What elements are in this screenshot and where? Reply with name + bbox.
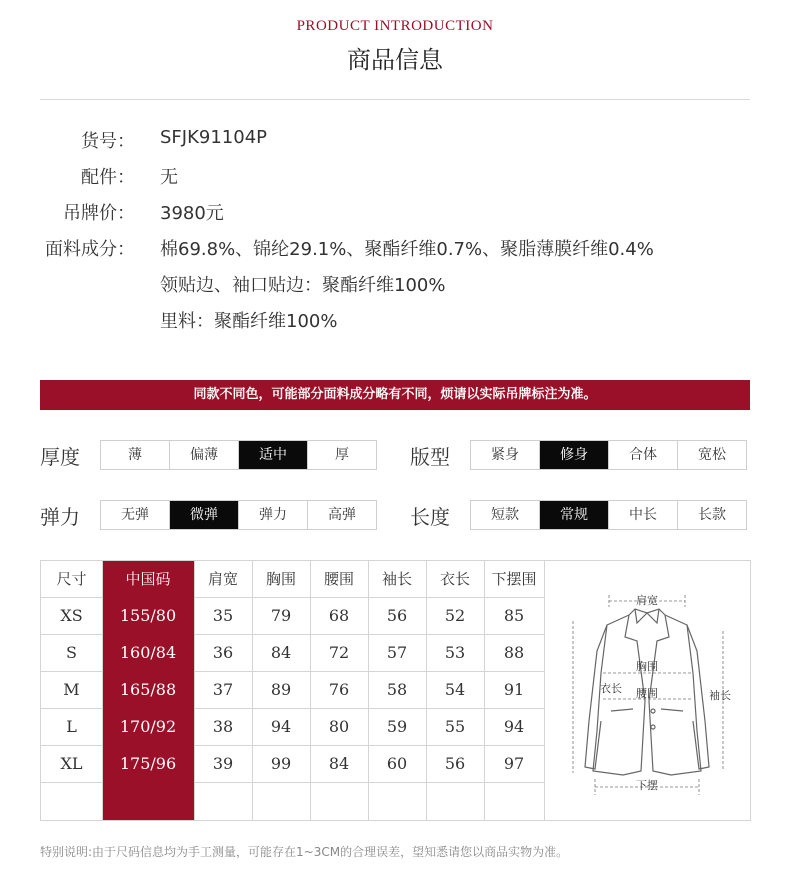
header-size: 尺寸 xyxy=(56,570,87,588)
accessory-value: 无 xyxy=(160,167,178,188)
table-cell-size: XL xyxy=(60,754,83,773)
table-cell-size: M xyxy=(63,680,80,699)
length-option[interactable]: 中长 xyxy=(608,501,677,529)
table-cell-shoulder: 38 xyxy=(212,717,234,736)
footnote: 特别说明:由于尺码信息均为手工测量，可能存在1~3CM的合理误差，望知悉请您以商品实物为准。 xyxy=(40,845,569,859)
elasticity-label: 弹力 xyxy=(40,505,80,529)
header-china-size: 中国码 xyxy=(125,570,171,588)
item-no-label: 货号： xyxy=(81,131,135,152)
table-cell-sleeve: 58 xyxy=(386,680,408,699)
diagram-label-chest: 胸围 xyxy=(636,660,658,673)
size-table xyxy=(40,560,751,821)
elasticity-scale xyxy=(100,500,377,530)
table-cell-size: L xyxy=(66,717,77,736)
diagram-label-sleeve: 袖长 xyxy=(709,689,731,702)
table-cell-hem: 97 xyxy=(503,754,525,773)
header-waist: 腰围 xyxy=(323,570,354,588)
thickness-option[interactable]: 适中 xyxy=(238,441,307,469)
table-cell-size: S xyxy=(66,643,77,662)
thickness-option[interactable]: 薄 xyxy=(128,447,142,463)
length-label: 长度 xyxy=(410,505,450,529)
table-cell-length: 53 xyxy=(444,643,466,662)
page-title: 商品信息 xyxy=(347,46,443,74)
table-cell-waist: 72 xyxy=(328,643,350,662)
header-shoulder: 肩宽 xyxy=(207,570,238,588)
elasticity-option[interactable]: 无弹 xyxy=(121,507,149,523)
length-option[interactable]: 短款 xyxy=(491,507,519,523)
table-cell-sleeve: 60 xyxy=(386,754,408,773)
table-cell-sleeve: 59 xyxy=(386,717,408,736)
title-en: PRODUCT INTRODUCTION xyxy=(296,18,494,34)
fit-option[interactable]: 紧身 xyxy=(491,447,519,463)
diagram-label-length: 衣长 xyxy=(600,682,622,695)
table-cell-waist: 68 xyxy=(328,606,350,625)
thickness-scale xyxy=(100,440,377,470)
thickness-label: 厚度 xyxy=(40,445,80,469)
table-cell-chest: 79 xyxy=(270,606,292,625)
fabric-line-3: 里料：聚酯纤维100% xyxy=(160,311,338,332)
header-length: 衣长 xyxy=(439,570,470,588)
price-value: 3980元 xyxy=(160,203,224,224)
table-cell-hem: 88 xyxy=(503,643,525,662)
table-cell-china-size: 170/92 xyxy=(119,717,177,736)
table-cell-shoulder: 39 xyxy=(212,754,234,773)
table-cell-length: 56 xyxy=(444,754,466,773)
length-scale xyxy=(470,500,747,530)
fit-label: 版型 xyxy=(410,445,450,469)
jacket-diagram xyxy=(545,561,750,820)
diagram-label-hem: 下摆 xyxy=(636,779,658,792)
table-cell-shoulder: 36 xyxy=(212,643,234,662)
header-chest: 胸围 xyxy=(265,570,296,588)
fit-option[interactable]: 宽松 xyxy=(677,441,746,469)
fit-option[interactable]: 修身 xyxy=(539,441,608,469)
price-label: 吊牌价： xyxy=(63,203,135,224)
length-option[interactable]: 常规 xyxy=(539,501,608,529)
table-cell-length: 52 xyxy=(444,606,466,625)
table-cell-hem: 94 xyxy=(503,717,525,736)
header-hem: 下摆围 xyxy=(491,570,537,588)
table-cell-waist: 84 xyxy=(328,754,350,773)
fit-option[interactable]: 合体 xyxy=(608,441,677,469)
table-cell-china-size: 165/88 xyxy=(119,680,177,699)
table-cell-chest: 89 xyxy=(270,680,292,699)
elasticity-option[interactable]: 弹力 xyxy=(238,501,307,529)
notice-banner: 同款不同色，可能部分面料成分略有不同，烦请以实际吊牌标注为准。 xyxy=(40,380,750,410)
table-cell-hem: 91 xyxy=(503,680,525,699)
fabric-line-1: 棉69.8%、锦纶29.1%、聚酯纤维0.7%、聚脂薄膜纤维0.4% xyxy=(160,239,654,260)
table-cell-china-size: 155/80 xyxy=(119,606,177,625)
diagram-label-shoulder: 肩宽 xyxy=(636,594,658,607)
thickness-option[interactable]: 厚 xyxy=(307,441,376,469)
table-cell-hem: 85 xyxy=(503,606,525,625)
table-cell-chest: 99 xyxy=(270,754,292,773)
header-divider xyxy=(40,99,750,100)
table-cell-length: 54 xyxy=(444,680,466,699)
table-cell-sleeve: 56 xyxy=(386,606,408,625)
table-cell-sleeve: 57 xyxy=(386,643,408,662)
table-cell-shoulder: 37 xyxy=(212,680,234,699)
table-cell-shoulder: 35 xyxy=(212,606,234,625)
table-cell-size: XS xyxy=(60,606,83,625)
table-cell-length: 55 xyxy=(444,717,466,736)
length-option[interactable]: 长款 xyxy=(677,501,746,529)
header-sleeve: 袖长 xyxy=(381,570,412,588)
fabric-line-2: 领贴边、袖口贴边：聚酯纤维100% xyxy=(160,275,446,296)
table-cell-china-size: 160/84 xyxy=(119,643,177,662)
table-cell-china-size: 175/96 xyxy=(119,754,177,773)
accessory-label: 配件： xyxy=(81,167,135,188)
elasticity-option[interactable]: 微弹 xyxy=(169,501,238,529)
fit-scale xyxy=(470,440,747,470)
table-cell-waist: 76 xyxy=(328,680,350,699)
item-no-value: SFJK91104P xyxy=(160,127,268,148)
thickness-option[interactable]: 偏薄 xyxy=(169,441,238,469)
diagram-label-waist: 腰围 xyxy=(636,687,658,700)
table-cell-chest: 84 xyxy=(270,643,292,662)
fabric-label: 面料成分： xyxy=(45,239,135,260)
elasticity-option[interactable]: 高弹 xyxy=(307,501,376,529)
table-cell-waist: 80 xyxy=(328,717,350,736)
table-cell-chest: 94 xyxy=(270,717,292,736)
